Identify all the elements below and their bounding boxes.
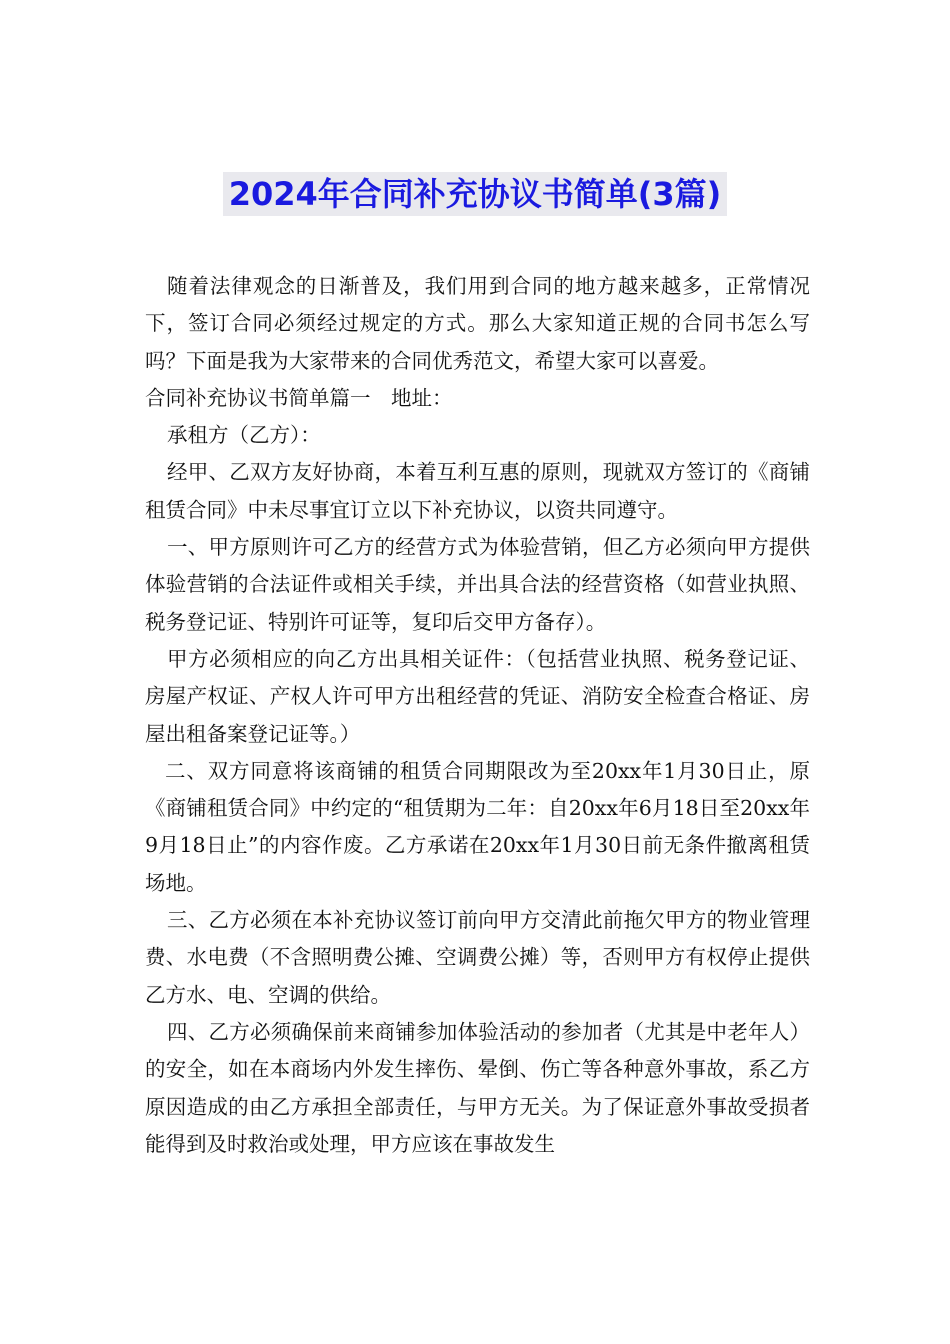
paragraph-clause-1: 一、甲方原则许可乙方的经营方式为体验营销，但乙方必须向甲方提供体验营销的合法证件或相关手续，并出具合法的经营资格（如营业执照、税务登记证、特别许可证等，复印后交甲方备存）。 <box>145 535 810 634</box>
paragraph-clause-3: 三、乙方必须在本补充协议签订前向甲方交清此前拖欠甲方的物业管理费、水电费（不含照明费公摊、空调费公摊）等，否则甲方有权停止提供乙方水、电、空调的供给。 <box>145 908 810 1007</box>
title-container <box>0 172 950 216</box>
paragraph-clause-1-sub: 甲方必须相应的向乙方出具相关证件：（包括营业执照、税务登记证、房屋产权证、产权人许可甲方出租经营的凭证、消防安全检查合格证、房屋出租备案登记证等。） <box>145 646 810 746</box>
paragraph-clause-2: 二、双方同意将该商铺的租赁合同期限改为至20xx年1月30日止，原《商铺租赁合同》中约定的“租赁期为二年：自20xx年6月18日至20xx年9月18日止”的内容作废。乙方承诺在20xx年1月30日前无条件撤离租赁场地。 <box>145 758 810 895</box>
paragraph-lessee: 承租方（乙方）： <box>167 423 321 448</box>
document-body <box>145 268 810 1163</box>
paragraph-preamble: 经甲、乙双方友好协商，本着互利互惠的原则，现就双方签订的《商铺租赁合同》中未尽事宜订立以下补充协议，以资共同遵守。 <box>145 460 810 522</box>
paragraph-clause-4: 四、乙方必须确保前来商铺参加体验活动的参加者（尤其是中老年人）的安全，如在本商场内外发生摔伤、晕倒、伤亡等各种意外事故，系乙方原因造成的由乙方承担全部责任，与甲方无关。为了保证意外事故受损者能得到及时救治或处理，甲方应该在事故发生 <box>145 1019 810 1156</box>
document-title: 2024年合同补充协议书简单(3篇) <box>223 172 728 216</box>
paragraph-intro: 随着法律观念的日渐普及，我们用到合同的地方越来越多，正常情况下，签订合同必须经过规定的方式。那么大家知道正规的合同书怎么写吗？下面是我为大家带来的合同优秀范文，希望大家可以喜爱。 <box>145 274 810 373</box>
section-heading: 合同补充协议书简单篇一 地址： <box>145 385 453 410</box>
